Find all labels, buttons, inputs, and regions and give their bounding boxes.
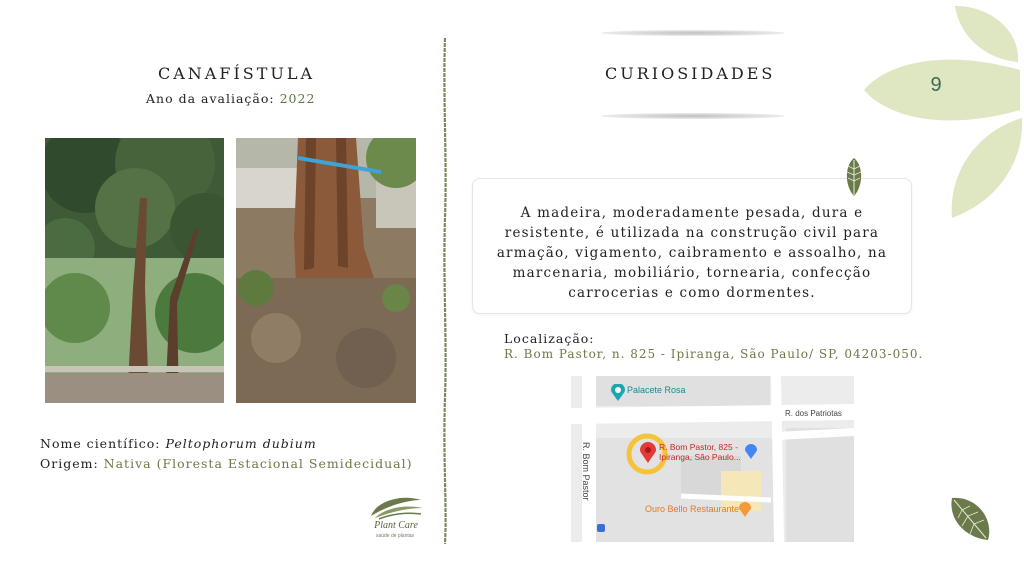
map-restaurant-icon xyxy=(739,502,751,522)
map-restaurant: Ouro Bello Restaurante xyxy=(645,504,740,514)
map-transit-icon xyxy=(597,524,605,532)
logo-tagline: saúde de plantas xyxy=(375,533,415,539)
map-street-bom-pastor: R. Bom Pastor xyxy=(581,442,591,501)
logo-leaf-icon xyxy=(363,494,427,520)
year-label: Ano da avaliação: xyxy=(146,91,275,106)
map-pin-line2: Ipiranga, São Paulo... xyxy=(659,452,741,462)
tree-title: CANAFÍSTULA xyxy=(158,64,316,83)
map-street-patriotas: R. dos Patriotas xyxy=(785,409,842,418)
tree-photo-trunk xyxy=(236,138,416,403)
origin-value: Nativa (Floresta Estacional Semidecidual) xyxy=(103,456,413,471)
section-title: CURIOSIDADES xyxy=(605,64,776,83)
map-pin-line1: R. Bom Pastor, 825 - xyxy=(659,442,738,452)
title-shadow-top xyxy=(601,30,785,36)
page-number: 9 xyxy=(930,74,942,96)
map-shop-icon xyxy=(745,444,757,464)
map-pin-label xyxy=(659,442,741,462)
scientific-value: Peltophorum dubium xyxy=(165,436,317,451)
map-poi-palacete: Palacete Rosa xyxy=(627,385,686,395)
origin xyxy=(40,456,412,471)
vertical-divider xyxy=(442,38,448,544)
origin-label: Origem: xyxy=(40,456,99,471)
location-label: Localização: xyxy=(504,331,595,346)
location-map[interactable] xyxy=(571,376,854,542)
tree-photo-canopy xyxy=(45,138,224,403)
curiosity-text: A madeira, moderadamente pesada, dura e resistente, é utilizada na construção civil para armação, vigamento, caibramento e assoalho, na marcenaria, mobiliário, tornearia, confecção carrocerias e como dormentes. xyxy=(496,205,888,301)
leaf-icon xyxy=(843,157,865,197)
location-value: R. Bom Pastor, n. 825 - Ipiranga, São Paulo/ SP, 04203-050. xyxy=(504,347,924,361)
evaluation-year xyxy=(146,91,315,106)
map-poi-palacete-icon xyxy=(611,384,625,406)
year-value: 2022 xyxy=(279,91,316,106)
map-pin-icon[interactable] xyxy=(640,442,656,468)
logo-brand: Plant Care xyxy=(374,520,418,531)
plant-care-logo xyxy=(363,494,427,542)
scientific-name xyxy=(40,436,317,451)
corner-leaf-icon xyxy=(948,494,994,542)
title-shadow-bottom xyxy=(601,113,785,119)
scientific-label: Nome científico: xyxy=(40,436,161,451)
